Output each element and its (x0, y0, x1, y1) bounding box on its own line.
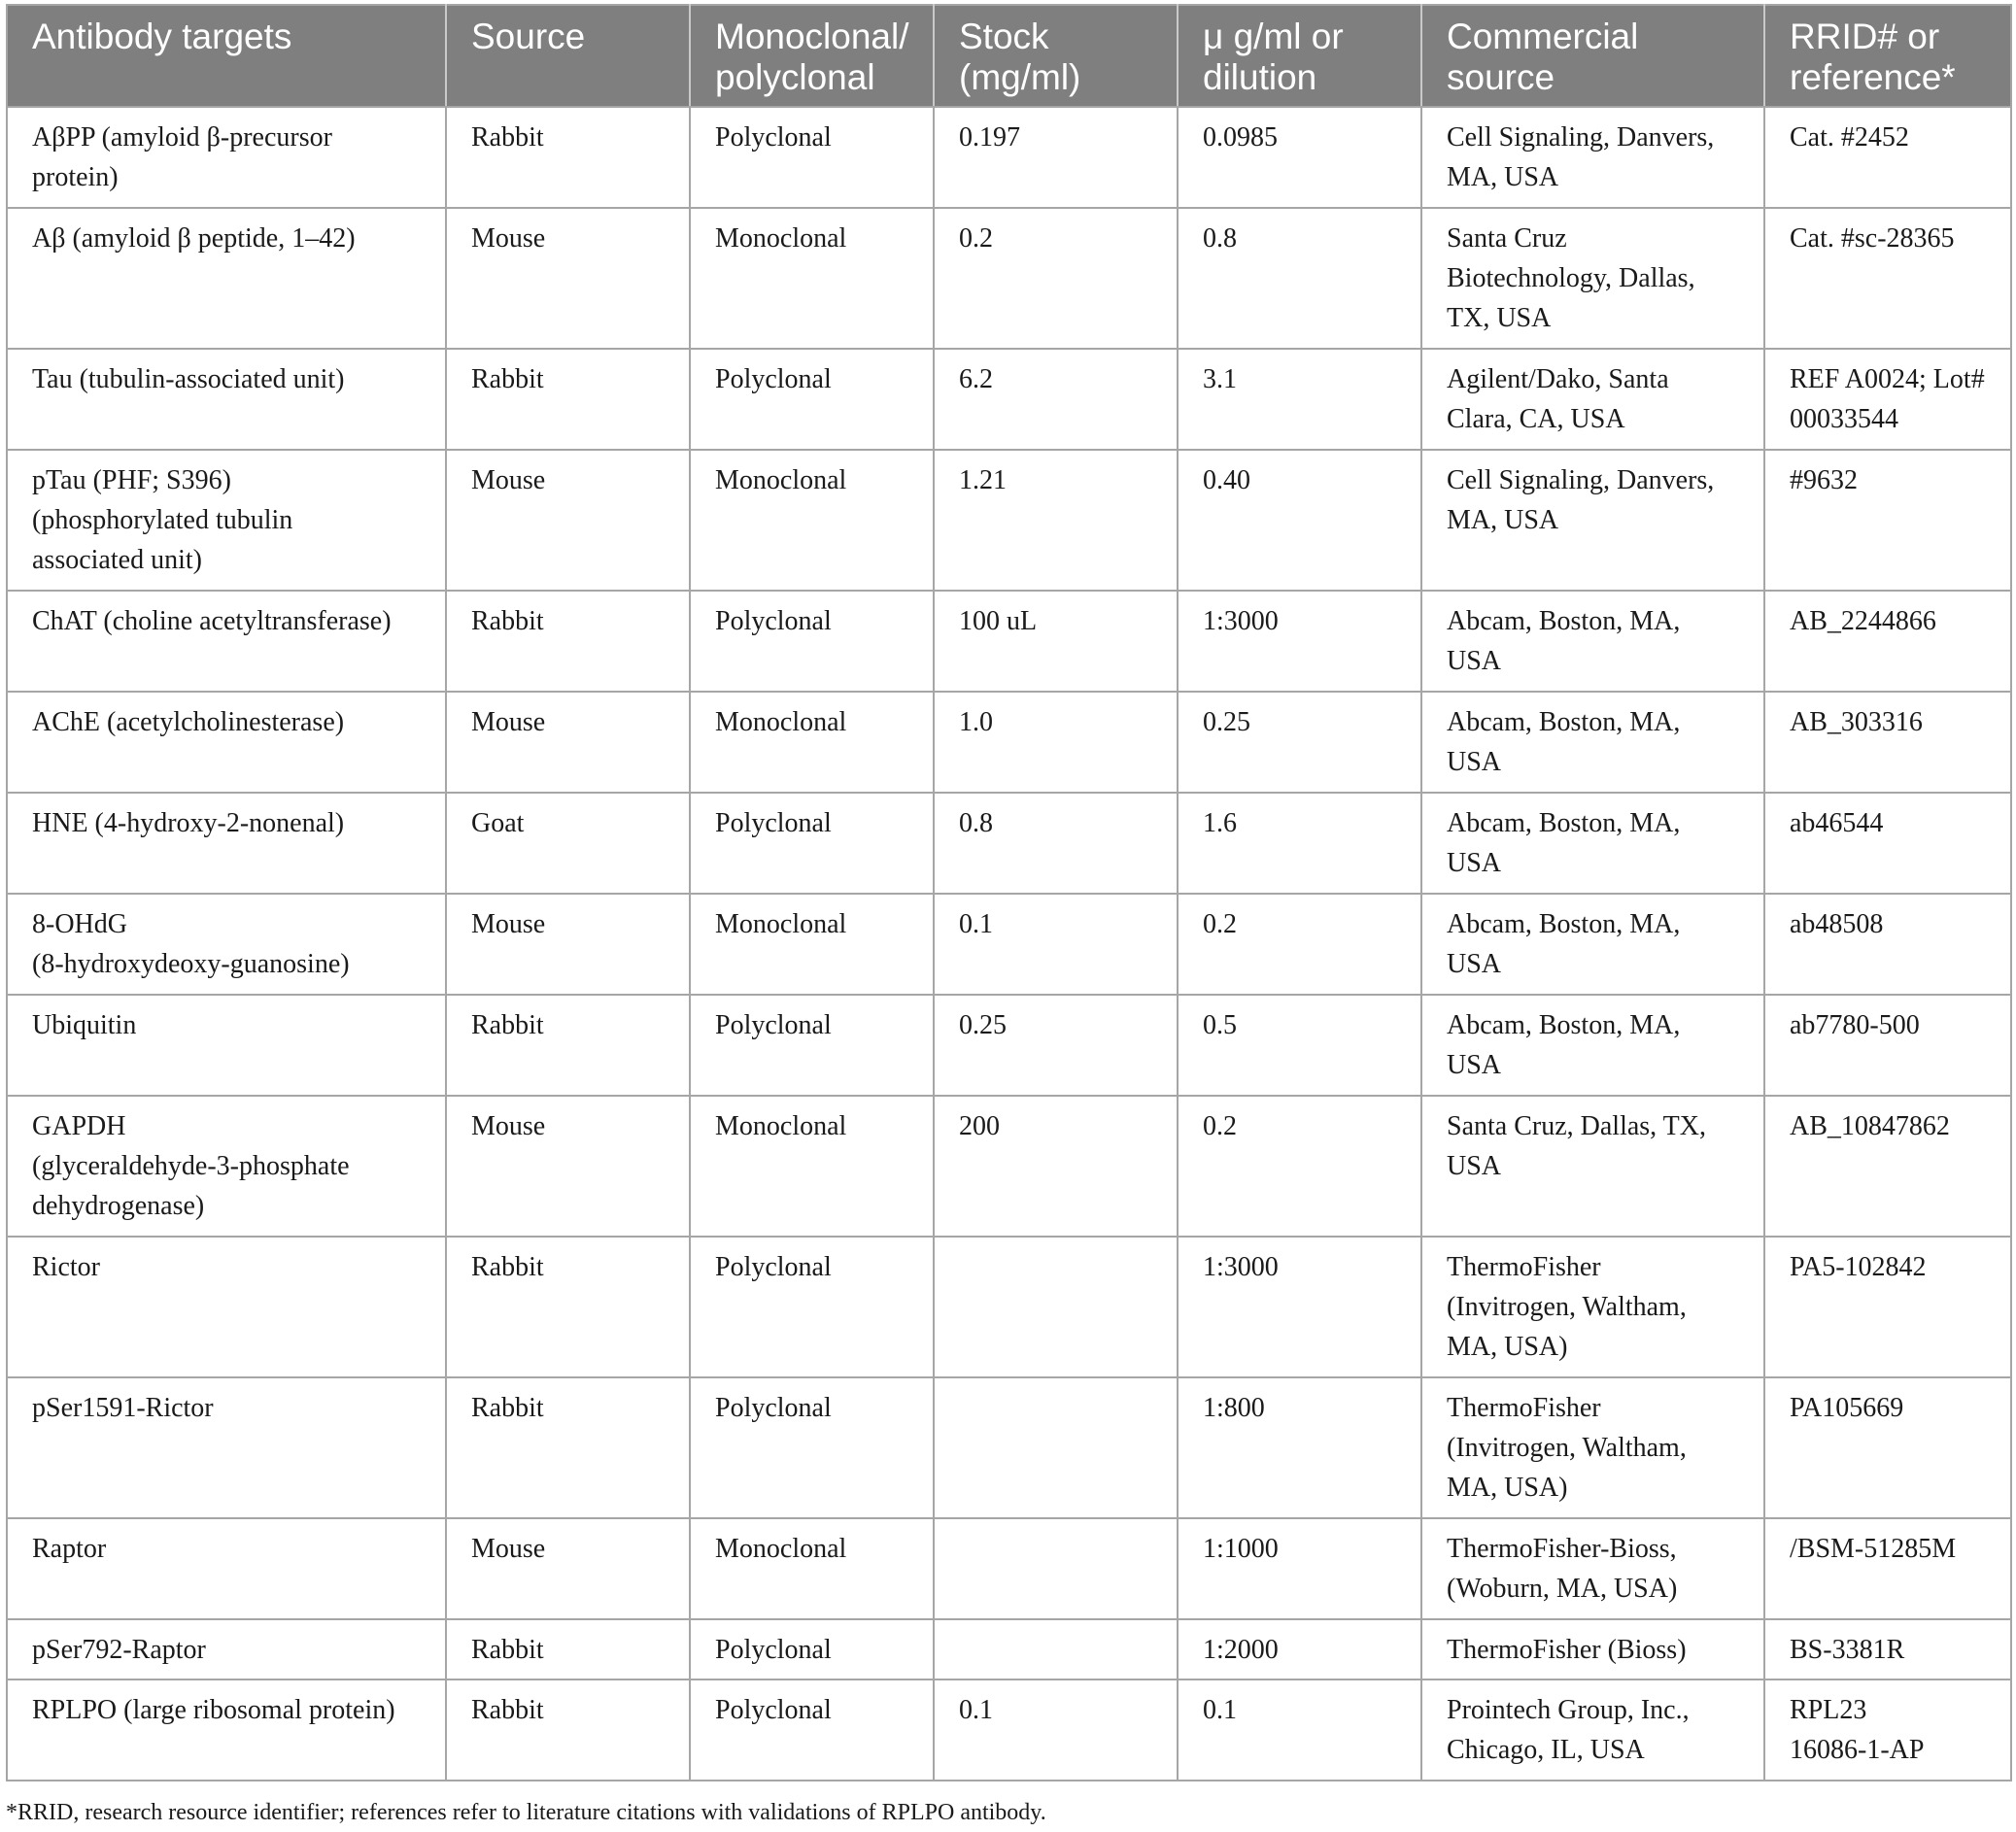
cell-rrid-reference: /BSM-51285M (1764, 1518, 2011, 1619)
cell-stock: 0.1 (934, 1679, 1178, 1781)
table-row (7, 995, 2011, 1096)
cell-source: Rabbit (446, 995, 690, 1096)
cell-dilution: 1:2000 (1178, 1619, 1421, 1679)
cell-clonality: Polyclonal (690, 107, 934, 208)
cell-commercial-source: ThermoFisher (Invitrogen, Waltham, MA, USA) (1421, 1237, 1764, 1377)
cell-stock (934, 1619, 1178, 1679)
cell-stock: 1.21 (934, 450, 1178, 591)
cell-dilution: 1:1000 (1178, 1518, 1421, 1619)
cell-dilution: 0.2 (1178, 1096, 1421, 1237)
cell-source: Mouse (446, 894, 690, 995)
cell-clonality: Polyclonal (690, 1237, 934, 1377)
table-row (7, 450, 2011, 591)
cell-dilution: 1:800 (1178, 1377, 1421, 1518)
header-commercial-source: Commercial source (1421, 5, 1764, 107)
cell-stock: 200 (934, 1096, 1178, 1237)
cell-dilution: 1.6 (1178, 793, 1421, 894)
cell-commercial-source: ThermoFisher-Bioss, (Woburn, MA, USA) (1421, 1518, 1764, 1619)
cell-clonality: Monoclonal (690, 1096, 934, 1237)
table-row (7, 1237, 2011, 1377)
cell-source: Goat (446, 793, 690, 894)
cell-stock: 0.25 (934, 995, 1178, 1096)
cell-clonality: Monoclonal (690, 208, 934, 349)
cell-antibody-target: AChE (acetylcholinesterase) (7, 692, 446, 793)
table-row (7, 1377, 2011, 1518)
cell-stock: 6.2 (934, 349, 1178, 450)
cell-rrid-reference: PA105669 (1764, 1377, 2011, 1518)
cell-dilution: 0.8 (1178, 208, 1421, 349)
cell-commercial-source: Agilent/Dako, Santa Clara, CA, USA (1421, 349, 1764, 450)
antibody-table (6, 4, 2012, 1781)
antibody-table-container (6, 4, 2010, 1781)
cell-clonality: Monoclonal (690, 894, 934, 995)
cell-commercial-source: ThermoFisher (Invitrogen, Waltham, MA, USA) (1421, 1377, 1764, 1518)
header-clonality: Monoclonal/ polyclonal (690, 5, 934, 107)
cell-source: Rabbit (446, 107, 690, 208)
cell-dilution: 3.1 (1178, 349, 1421, 450)
header-stock: Stock (mg/ml) (934, 5, 1178, 107)
table-row (7, 1679, 2011, 1781)
table-row (7, 1096, 2011, 1237)
cell-clonality: Polyclonal (690, 1377, 934, 1518)
cell-commercial-source: Prointech Group, Inc., Chicago, IL, USA (1421, 1679, 1764, 1781)
table-footnote: *RRID, research resource identifier; references refer to literature citations with validations of RPLPO antibody. (6, 1800, 1046, 1825)
cell-clonality: Polyclonal (690, 591, 934, 692)
cell-clonality: Monoclonal (690, 450, 934, 591)
cell-rrid-reference: ab7780-500 (1764, 995, 2011, 1096)
cell-dilution: 1:3000 (1178, 591, 1421, 692)
cell-antibody-target: RPLPO (large ribosomal protein) (7, 1679, 446, 1781)
cell-clonality: Monoclonal (690, 1518, 934, 1619)
cell-rrid-reference: AB_303316 (1764, 692, 2011, 793)
table-row (7, 208, 2011, 349)
cell-stock: 0.2 (934, 208, 1178, 349)
cell-commercial-source: Abcam, Boston, MA, USA (1421, 591, 1764, 692)
cell-antibody-target: Raptor (7, 1518, 446, 1619)
cell-commercial-source: Abcam, Boston, MA, USA (1421, 692, 1764, 793)
cell-rrid-reference: Cat. #sc-28365 (1764, 208, 2011, 349)
cell-source: Rabbit (446, 349, 690, 450)
table-row (7, 1518, 2011, 1619)
cell-stock: 1.0 (934, 692, 1178, 793)
cell-antibody-target: pTau (PHF; S396) (phosphorylated tubulin associated unit) (7, 450, 446, 591)
table-row (7, 894, 2011, 995)
cell-rrid-reference: ab46544 (1764, 793, 2011, 894)
table-row (7, 692, 2011, 793)
table-row (7, 591, 2011, 692)
cell-dilution: 0.2 (1178, 894, 1421, 995)
cell-clonality: Polyclonal (690, 793, 934, 894)
cell-commercial-source: ThermoFisher (Bioss) (1421, 1619, 1764, 1679)
cell-dilution: 0.25 (1178, 692, 1421, 793)
cell-stock: 0.8 (934, 793, 1178, 894)
cell-antibody-target: Aβ (amyloid β peptide, 1–42) (7, 208, 446, 349)
cell-commercial-source: Cell Signaling, Danvers, MA, USA (1421, 450, 1764, 591)
header-dilution: μ g/ml or dilution (1178, 5, 1421, 107)
cell-source: Rabbit (446, 1377, 690, 1518)
header-rrid-reference: RRID# or reference* (1764, 5, 2011, 107)
cell-antibody-target: GAPDH (glyceraldehyde-3-phosphate dehydrogenase) (7, 1096, 446, 1237)
cell-rrid-reference: Cat. #2452 (1764, 107, 2011, 208)
cell-antibody-target: 8-OHdG (8-hydroxydeoxy-guanosine) (7, 894, 446, 995)
cell-antibody-target: Rictor (7, 1237, 446, 1377)
cell-stock: 100 uL (934, 591, 1178, 692)
cell-commercial-source: Abcam, Boston, MA, USA (1421, 793, 1764, 894)
cell-stock: 0.1 (934, 894, 1178, 995)
cell-commercial-source: Abcam, Boston, MA, USA (1421, 995, 1764, 1096)
cell-source: Rabbit (446, 591, 690, 692)
cell-source: Mouse (446, 450, 690, 591)
header-antibody-targets: Antibody targets (7, 5, 446, 107)
cell-source: Rabbit (446, 1679, 690, 1781)
cell-stock (934, 1237, 1178, 1377)
table-row (7, 1619, 2011, 1679)
cell-rrid-reference: RPL23 16086-1-AP (1764, 1679, 2011, 1781)
cell-dilution: 0.40 (1178, 450, 1421, 591)
header-source: Source (446, 5, 690, 107)
cell-clonality: Polyclonal (690, 349, 934, 450)
cell-source: Rabbit (446, 1619, 690, 1679)
cell-source: Mouse (446, 692, 690, 793)
cell-clonality: Polyclonal (690, 1679, 934, 1781)
cell-rrid-reference: #9632 (1764, 450, 2011, 591)
cell-source: Rabbit (446, 1237, 690, 1377)
cell-rrid-reference: AB_2244866 (1764, 591, 2011, 692)
cell-dilution: 0.5 (1178, 995, 1421, 1096)
cell-dilution: 0.1 (1178, 1679, 1421, 1781)
cell-source: Mouse (446, 1518, 690, 1619)
cell-dilution: 0.0985 (1178, 107, 1421, 208)
cell-commercial-source: Santa Cruz Biotechnology, Dallas, TX, USA (1421, 208, 1764, 349)
cell-antibody-target: HNE (4-hydroxy-2-nonenal) (7, 793, 446, 894)
table-row (7, 107, 2011, 208)
cell-stock (934, 1518, 1178, 1619)
cell-rrid-reference: BS-3381R (1764, 1619, 2011, 1679)
cell-antibody-target: pSer1591-Rictor (7, 1377, 446, 1518)
cell-stock (934, 1377, 1178, 1518)
header-row (7, 5, 2011, 107)
cell-clonality: Monoclonal (690, 692, 934, 793)
cell-rrid-reference: REF A0024; Lot# 00033544 (1764, 349, 2011, 450)
cell-antibody-target: Ubiquitin (7, 995, 446, 1096)
cell-stock: 0.197 (934, 107, 1178, 208)
cell-rrid-reference: PA5-102842 (1764, 1237, 2011, 1377)
cell-antibody-target: Tau (tubulin-associated unit) (7, 349, 446, 450)
cell-source: Mouse (446, 1096, 690, 1237)
cell-commercial-source: Abcam, Boston, MA, USA (1421, 894, 1764, 995)
table-row (7, 793, 2011, 894)
cell-commercial-source: Santa Cruz, Dallas, TX, USA (1421, 1096, 1764, 1237)
cell-rrid-reference: AB_10847862 (1764, 1096, 2011, 1237)
cell-antibody-target: pSer792-Raptor (7, 1619, 446, 1679)
cell-rrid-reference: ab48508 (1764, 894, 2011, 995)
cell-clonality: Polyclonal (690, 995, 934, 1096)
cell-antibody-target: ChAT (choline acetyltransferase) (7, 591, 446, 692)
cell-dilution: 1:3000 (1178, 1237, 1421, 1377)
cell-source: Mouse (446, 208, 690, 349)
cell-commercial-source: Cell Signaling, Danvers, MA, USA (1421, 107, 1764, 208)
cell-clonality: Polyclonal (690, 1619, 934, 1679)
cell-antibody-target: AβPP (amyloid β-precursor protein) (7, 107, 446, 208)
table-row (7, 349, 2011, 450)
